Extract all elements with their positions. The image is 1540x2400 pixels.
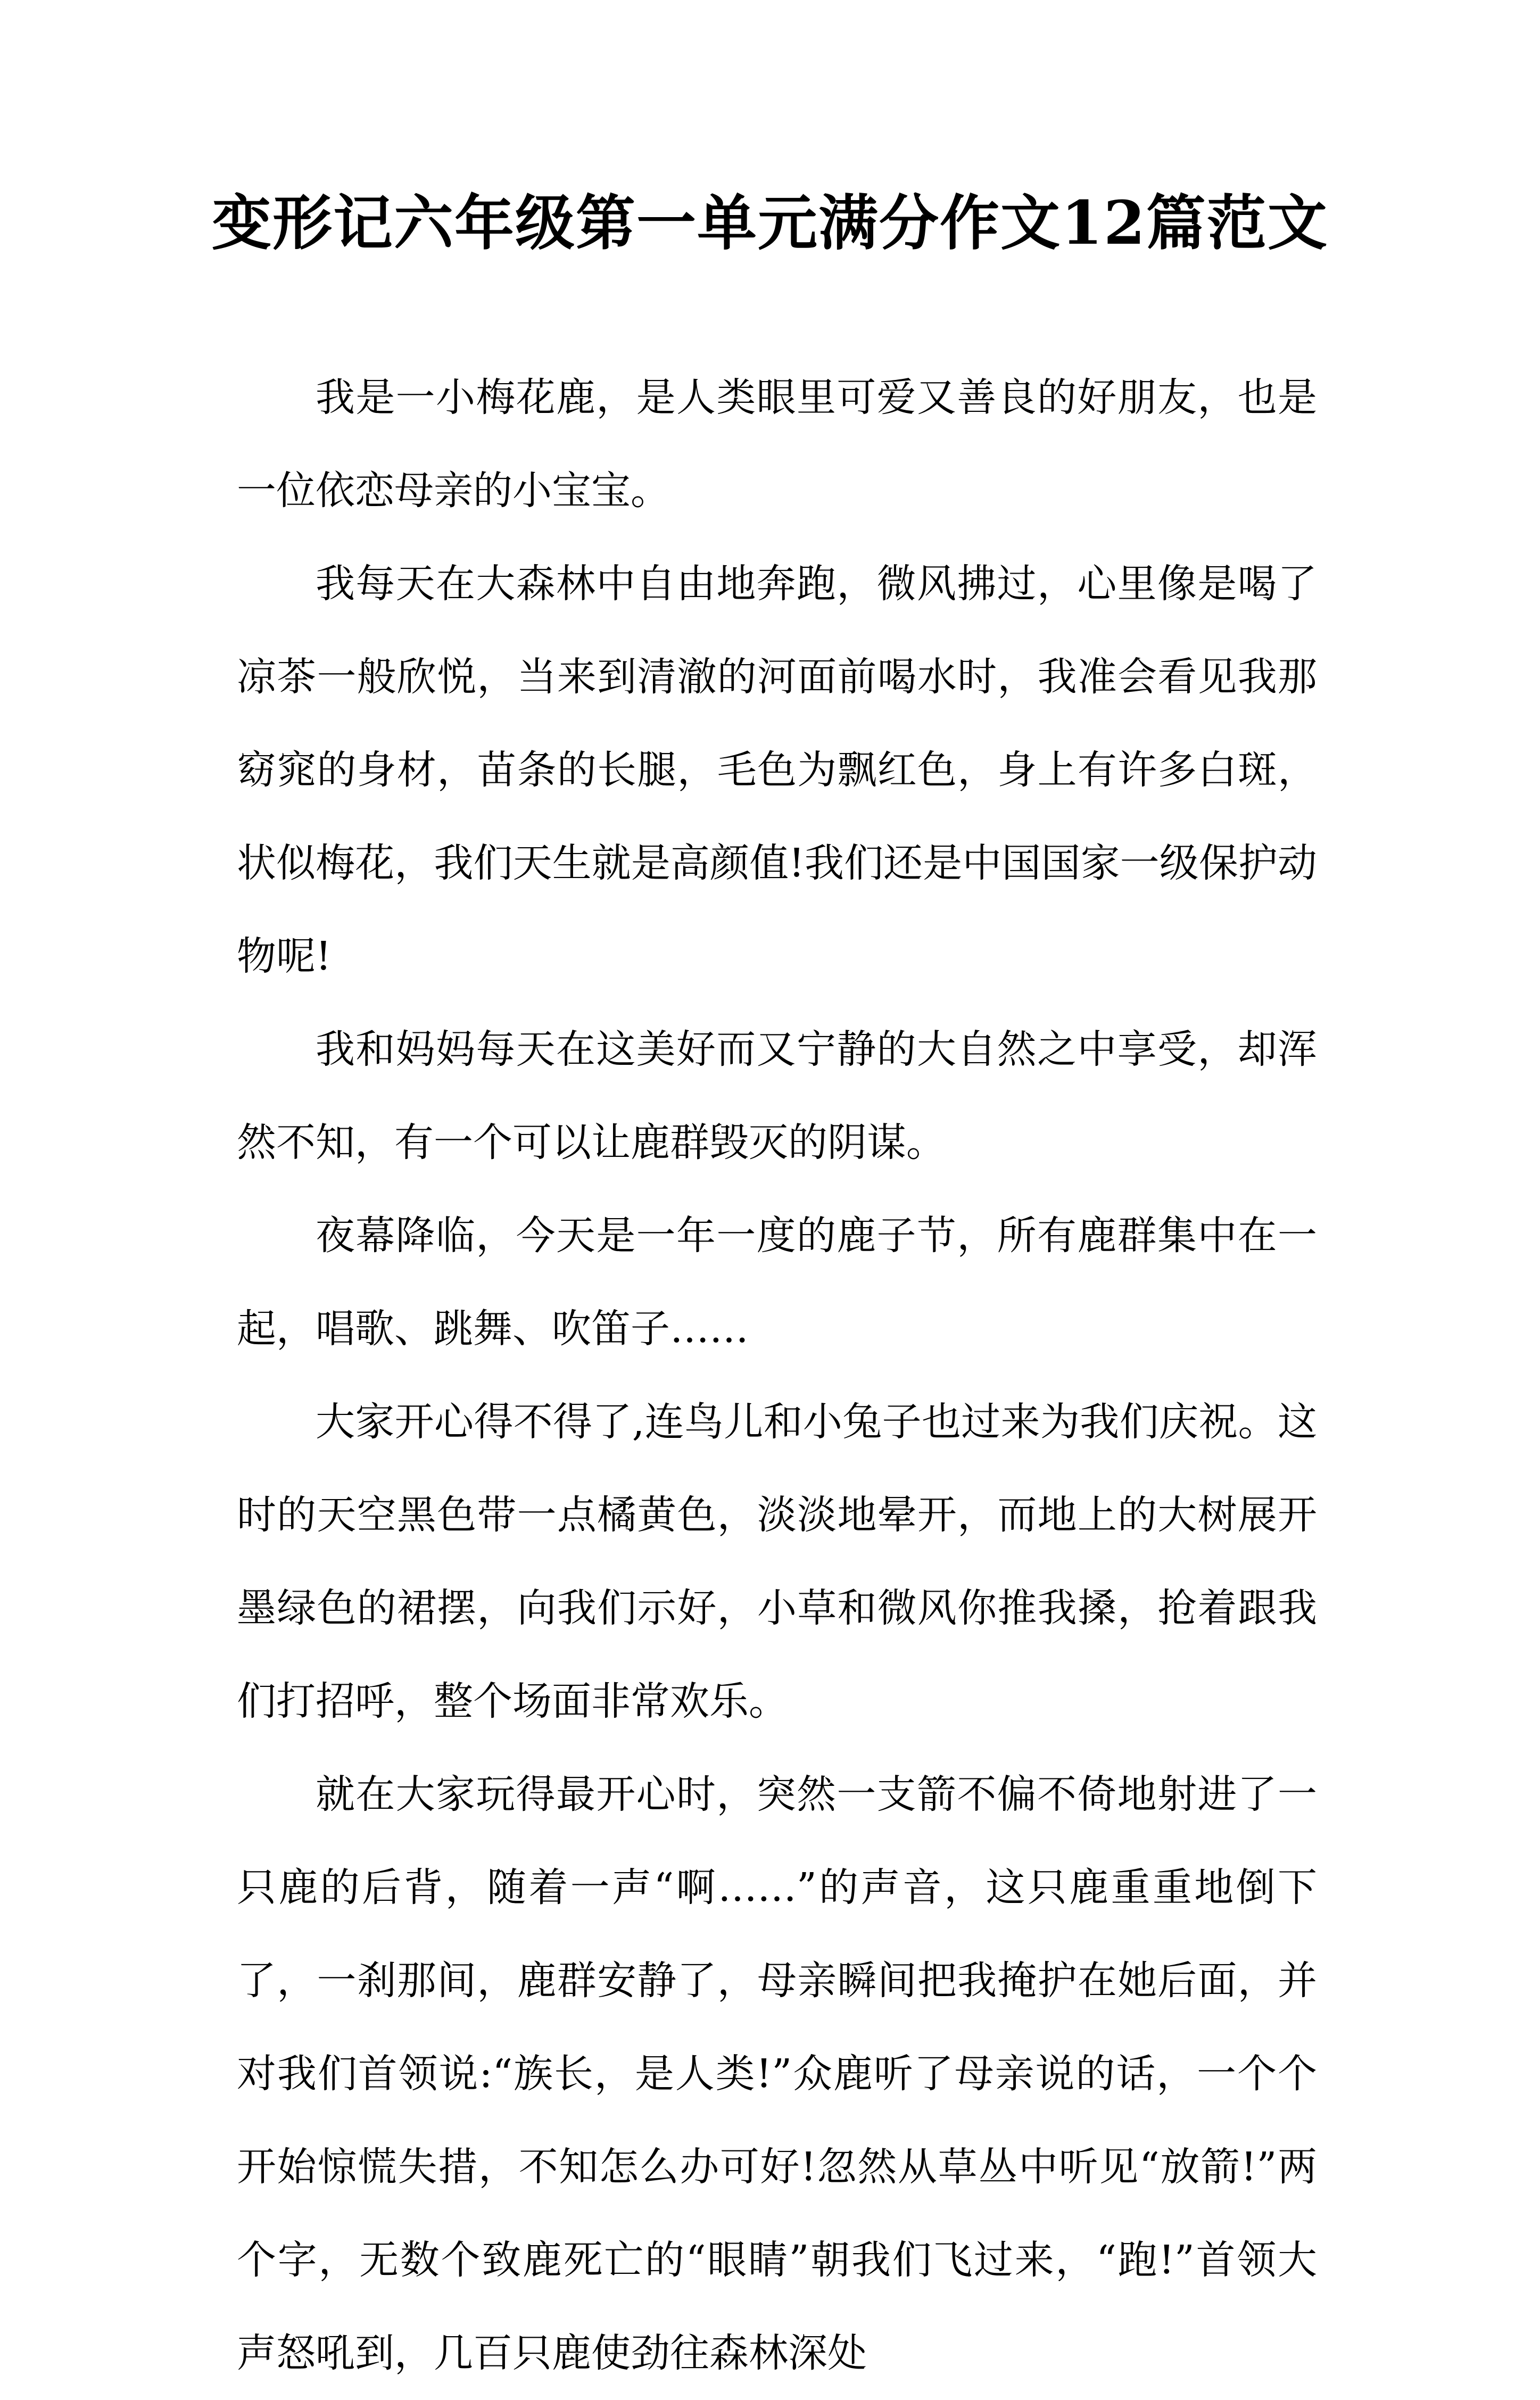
paragraph: 就在大家玩得最开心时，突然一支箭不偏不倚地射进了一只鹿的后背，随着一声“啊……”的声音，这只鹿重重地倒下了，一刹那间，鹿群安静了，母亲瞬间把我掩护在她后面，并对我们首领说:“族长，是人类!”众鹿听了母亲说的话，一个个开始惊慌失措，不知怎么办可好!忽然从草丛中听见“放箭!”两个字，无数个致鹿死亡的“眼睛”朝我们飞过来，“跑!”首领大声怒吼到，几百只鹿使劲往森林深处 [237,1772,1317,2376]
paragraph: 我每天在大森林中自由地奔跑，微风拂过，心里像是喝了凉茶一般欣悦，当来到清澈的河面前喝水时，我准会看见我那窈窕的身材，苗条的长腿，毛色为飘红色，身上有许多白斑，状似梅花，我们天生就是高颜值!我们还是中国国家一级保护动物呢! [237,561,1317,979]
paragraph: 大家开心得不得了,连鸟儿和小兔子也过来为我们庆祝。这时的天空黑色带一点橘黄色，淡淡地晕开，而地上的大树展开墨绿色的裙摆，向我们示好，小草和微风你推我搡，抢着跟我们打招呼，整个场面非常欢乐。 [237,1399,1317,1724]
document-body [237,351,1317,2400]
paragraph: 夜幕降临，今天是一年一度的鹿子节，所有鹿群集中在一起，唱歌、跳舞、吹笛子…… [237,1213,1317,1352]
document-title: 变形记六年级第一单元满分作文12篇范文 [212,188,1328,258]
paragraph: 我和妈妈每天在这美好而又宁静的大自然之中享受，却浑然不知，有一个可以让鹿群毁灭的阴谋。 [237,1027,1317,1165]
paragraph: 我是一小梅花鹿，是人类眼里可爱又善良的好朋友，也是一位依恋母亲的小宝宝。 [237,375,1317,514]
